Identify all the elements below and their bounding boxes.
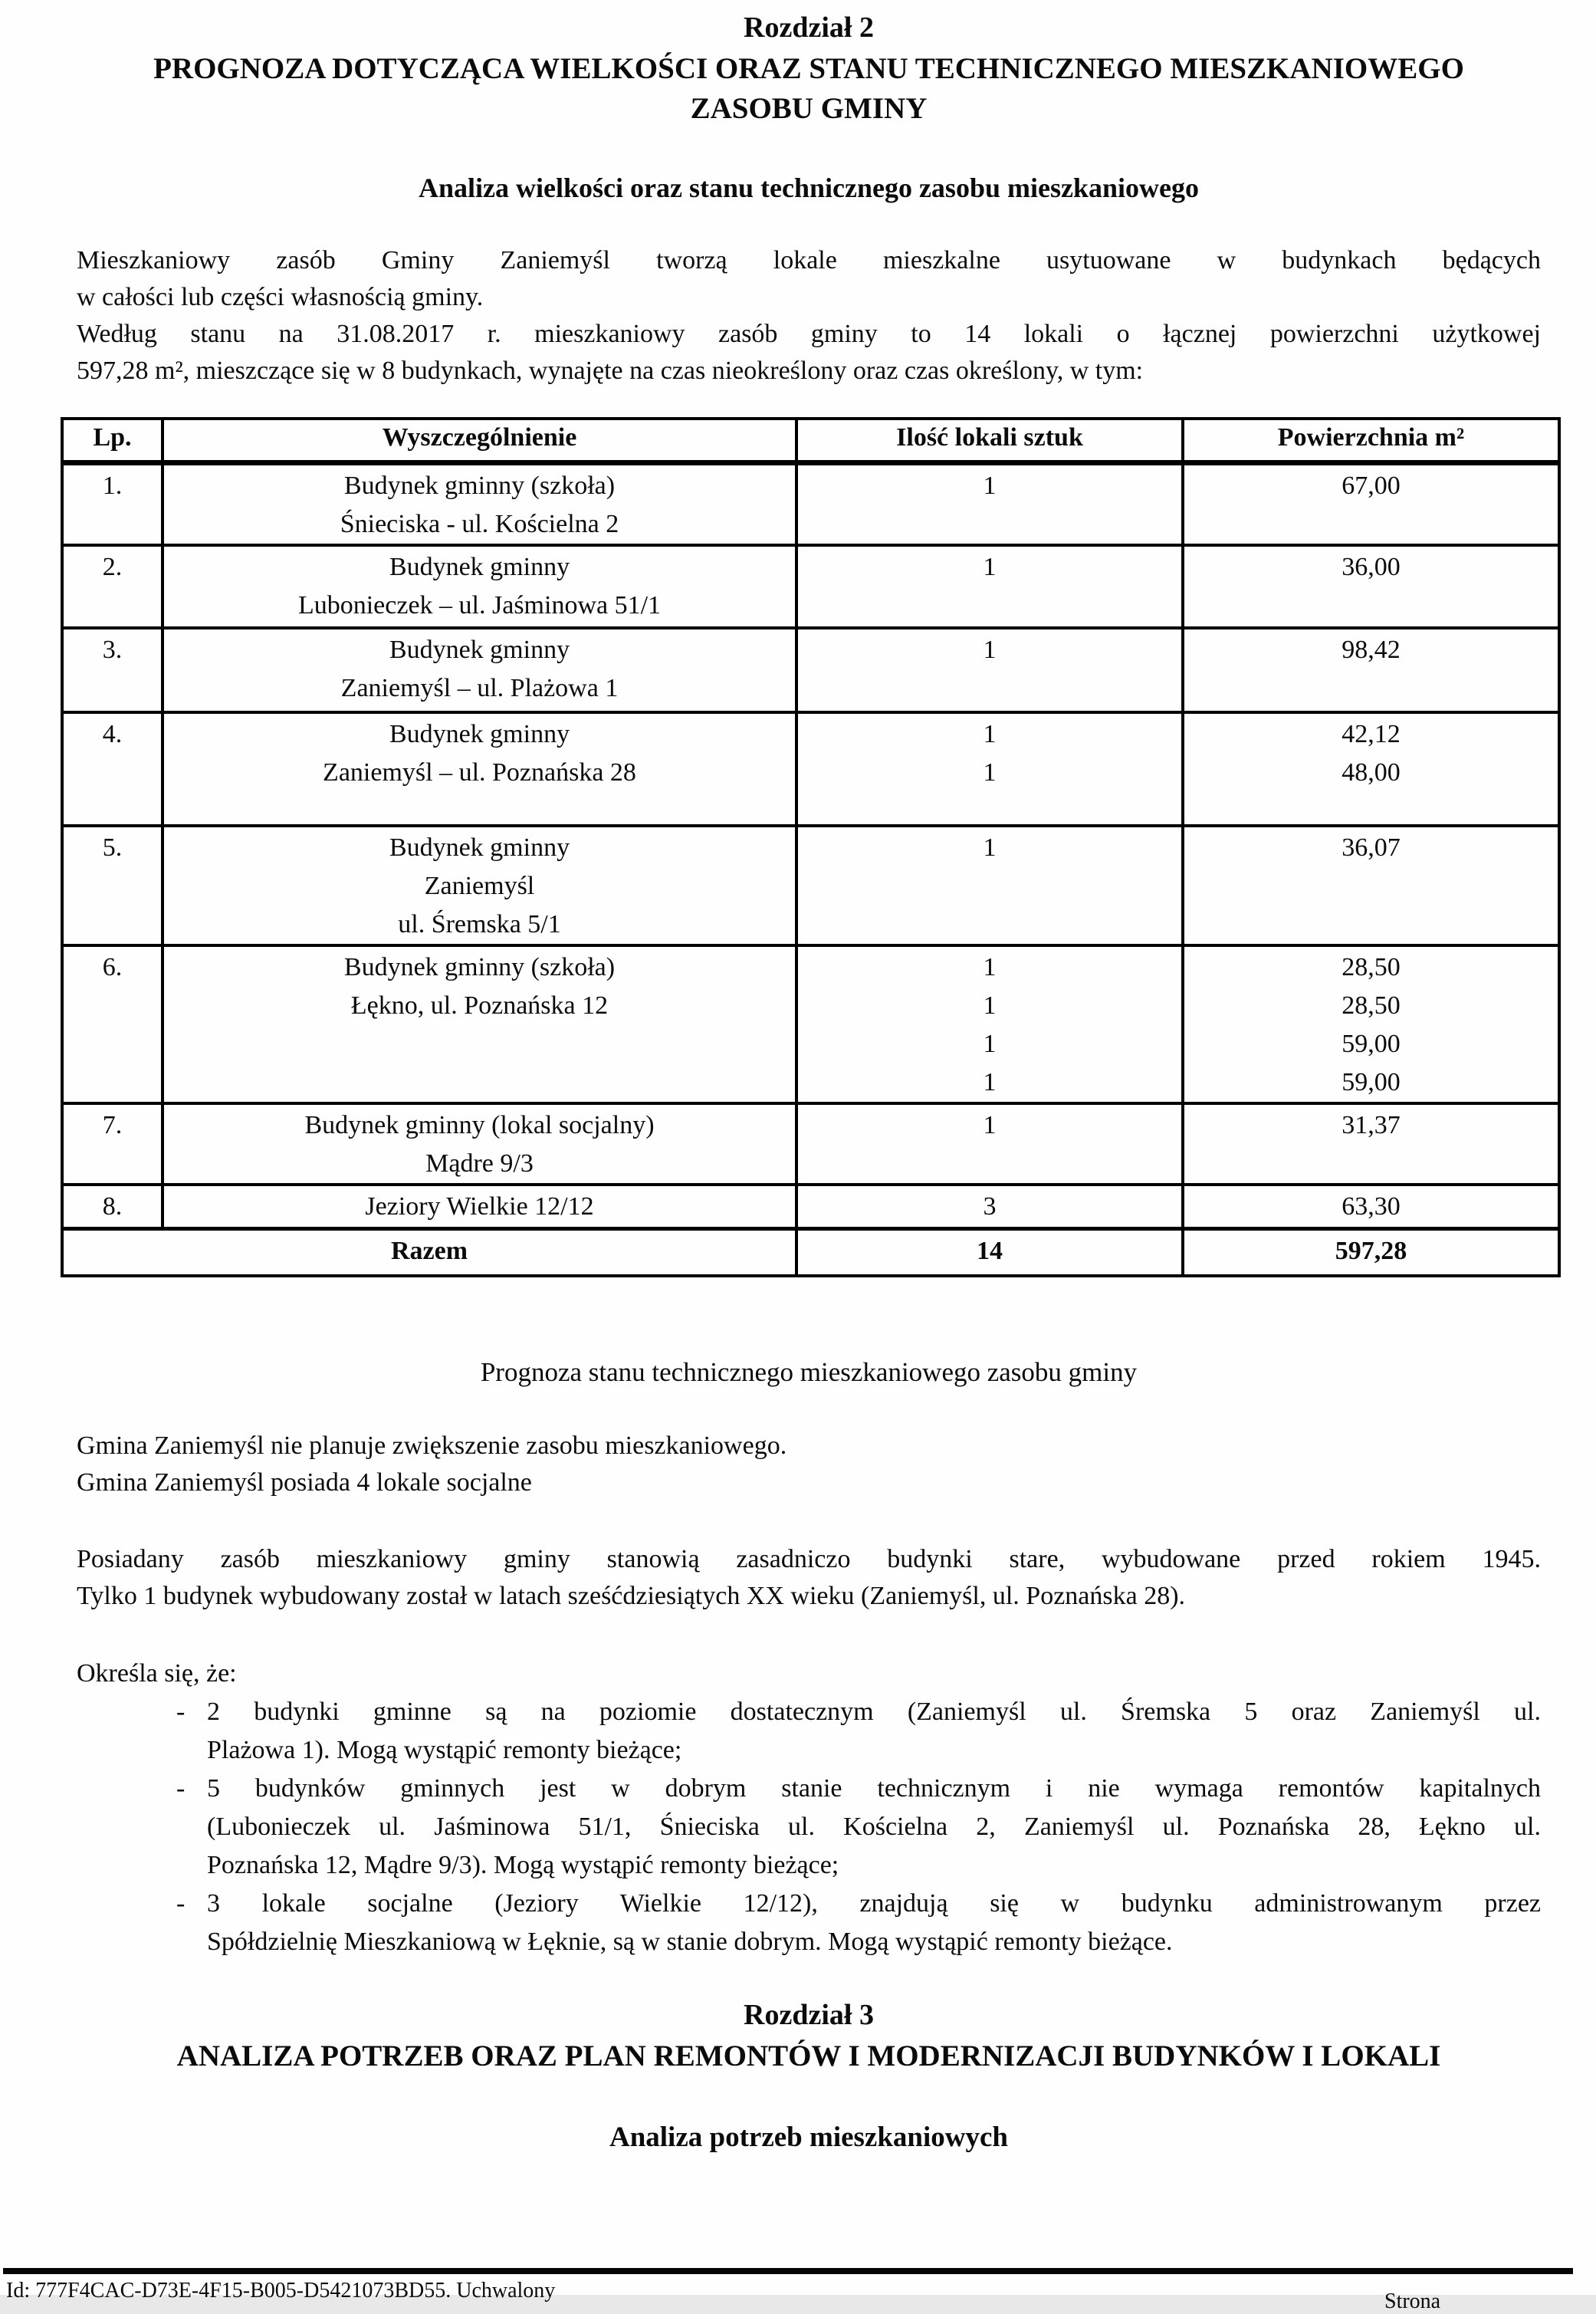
bullet-item-1 bbox=[77, 1693, 1541, 1770]
cell-line: 1 bbox=[983, 1111, 997, 1139]
cell-count bbox=[796, 945, 1183, 1103]
cell-area bbox=[1183, 826, 1559, 945]
table-row bbox=[62, 945, 1559, 1103]
cell-line: 42,12 bbox=[1341, 720, 1401, 748]
cell-line: 1 bbox=[983, 991, 997, 1020]
chapter2-title bbox=[77, 49, 1541, 129]
table-header bbox=[62, 419, 1559, 463]
cell-area bbox=[1183, 628, 1559, 712]
cell-name bbox=[163, 712, 796, 826]
footer-divider bbox=[3, 2268, 1573, 2274]
cell-line: 1 bbox=[983, 553, 997, 581]
paragraph-3-line2: Tylko 1 budynek wybudowany został w latach sześćdziesiątych XX wieku (Zaniemyśl, ul. Poznańska 28). bbox=[77, 1581, 1186, 1610]
housing-stock-table bbox=[61, 417, 1561, 1277]
chapter2-title-line2: ZASOBU GMINY bbox=[690, 92, 928, 125]
footer-page-number: Strona bbox=[1384, 2289, 1441, 2313]
total-count: 14 bbox=[796, 1228, 1183, 1276]
cell-area bbox=[1183, 545, 1559, 628]
chapter3-label: Rozdział 3 bbox=[744, 1998, 874, 2031]
bullet-3-line1: 3 lokale socjalne (Jeziory Wielkie 12/12), znajdują się w budynku administrowanym przez bbox=[207, 1888, 1541, 1918]
cell-line: 63,30 bbox=[1341, 1192, 1401, 1221]
header-lp: Lp. bbox=[62, 419, 163, 463]
cell-line: 1 bbox=[983, 1068, 997, 1096]
cell-lp bbox=[62, 1103, 163, 1185]
cell-line: Budynek gminny (szkoła) bbox=[343, 472, 616, 500]
bullet-1-line1: 2 budynki gminne są na poziomie dostatecznym (Zaniemyśl ul. Śremska 5 oraz Zaniemyśl ul. bbox=[207, 1697, 1541, 1726]
gmina-statement-2: Gmina Zaniemyśl posiada 4 lokale socjalne bbox=[77, 1468, 532, 1497]
paragraph-2-line1: Według stanu na 31.08.2017 r. mieszkaniowy zasób gminy to 14 lokali o łącznej powierzchni użytkowej bbox=[77, 320, 1541, 348]
table-header-row bbox=[62, 419, 1559, 463]
paragraph-1 bbox=[77, 242, 1541, 316]
cell-line: 4. bbox=[102, 720, 123, 748]
table-total-row bbox=[62, 1228, 1559, 1276]
cell-lp bbox=[62, 826, 163, 945]
cell-line: Śnieciska - ul. Kościelna 2 bbox=[340, 510, 619, 538]
paragraph-1-line2: w całości lub części własnością gminy. bbox=[77, 283, 484, 311]
gmina-statements bbox=[77, 1428, 1541, 1501]
cell-line: Zaniemyśl bbox=[424, 872, 535, 900]
table-row bbox=[62, 826, 1559, 945]
cell-line: 7. bbox=[102, 1111, 123, 1139]
cell-lp bbox=[62, 545, 163, 628]
cell-line: 67,00 bbox=[1341, 472, 1401, 500]
paragraph-3-line1: Posiadany zasób mieszkaniowy gminy stanowią zasadniczo budynki stare, wybudowane przed rokiem 1945. bbox=[77, 1544, 1541, 1573]
gmina-statement-1: Gmina Zaniemyśl nie planuje zwiększenie zasobu mieszkaniowego. bbox=[77, 1431, 787, 1460]
bullet-dash: - bbox=[176, 1773, 186, 1803]
cell-line: ul. Śremska 5/1 bbox=[398, 910, 561, 938]
okresla-sie-label: Określa się, że: bbox=[77, 1658, 237, 1688]
cell-line: Budynek gminny bbox=[389, 553, 570, 581]
cell-line: 36,07 bbox=[1341, 833, 1401, 862]
bullet-2-line3: Poznańska 12, Mądre 9/3). Mogą wystąpić remonty bieżące; bbox=[207, 1850, 839, 1879]
table-row bbox=[62, 628, 1559, 712]
cell-area bbox=[1183, 463, 1559, 546]
cell-name bbox=[163, 945, 796, 1103]
cell-name bbox=[163, 628, 796, 712]
cell-line: 48,00 bbox=[1341, 758, 1401, 787]
cell-line: Mądre 9/3 bbox=[425, 1149, 534, 1178]
footer-document-id: Id: 777F4CAC-D73E-4F15-B005-D5421073BD55. Uchwalony bbox=[6, 2279, 556, 2302]
bullet-dash: - bbox=[176, 1888, 186, 1918]
cell-count bbox=[796, 545, 1183, 628]
bullet-item-2 bbox=[77, 1770, 1541, 1885]
cell-line: 1 bbox=[983, 1030, 997, 1058]
bullet-dash: - bbox=[176, 1697, 186, 1726]
table-footer bbox=[62, 1228, 1559, 1276]
header-ilosc-lokali: Ilość lokali sztuk bbox=[796, 419, 1183, 463]
cell-lp bbox=[62, 463, 163, 546]
cell-area bbox=[1183, 1185, 1559, 1228]
cell-line: 98,42 bbox=[1341, 636, 1401, 664]
cell-name bbox=[163, 545, 796, 628]
cell-line: Zaniemyśl – ul. Plażowa 1 bbox=[340, 674, 619, 702]
cell-area bbox=[1183, 1103, 1559, 1185]
cell-line: 3. bbox=[102, 636, 123, 664]
cell-line: 1 bbox=[983, 636, 997, 664]
cell-line: 59,00 bbox=[1341, 1030, 1401, 1058]
cell-area bbox=[1183, 945, 1559, 1103]
cell-line: 5. bbox=[102, 833, 123, 862]
cell-line: Budynek gminny bbox=[389, 636, 570, 664]
paragraph-2-line2: 597,28 m², mieszczące się w 8 budynkach, wynajęte na czas nieokreślony oraz czas określony, w tym: bbox=[77, 357, 1144, 385]
cell-lp bbox=[62, 1185, 163, 1228]
bullet-item-3 bbox=[77, 1885, 1541, 1961]
chapter3-title: ANALIZA POTRZEB ORAZ PLAN REMONTÓW I MODERNIZACJI BUDYNKÓW I LOKALI bbox=[176, 2039, 1441, 2072]
bullet-3-line2: Spółdzielnię Mieszkaniową w Łęknie, są w stanie dobrym. Mogą wystąpić remonty bieżące. bbox=[207, 1927, 1173, 1956]
table-row bbox=[62, 545, 1559, 628]
cell-line: 1 bbox=[983, 833, 997, 862]
cell-line: Jeziory Wielkie 12/12 bbox=[365, 1192, 594, 1221]
chapter2-title-line1: PROGNOZA DOTYCZĄCA WIELKOŚCI ORAZ STANU TECHNICZNEGO MIESZKANIOWEGO bbox=[153, 52, 1464, 85]
cell-lp bbox=[62, 712, 163, 826]
total-area: 597,28 bbox=[1183, 1228, 1559, 1276]
cell-count bbox=[796, 1103, 1183, 1185]
cell-count bbox=[796, 463, 1183, 546]
paragraph-2 bbox=[77, 316, 1541, 390]
section2-title: Prognoza stanu technicznego mieszkaniowego zasobu gminy bbox=[480, 1356, 1138, 1387]
cell-line: 31,37 bbox=[1341, 1111, 1401, 1139]
cell-line: Budynek gminny bbox=[389, 833, 570, 862]
cell-line: 28,50 bbox=[1341, 991, 1401, 1020]
cell-count bbox=[796, 712, 1183, 826]
section3-title: Analiza potrzeb mieszkaniowych bbox=[609, 2121, 1009, 2153]
cell-lp bbox=[62, 628, 163, 712]
bullet-1-line2: Plażowa 1). Mogą wystąpić remonty bieżące; bbox=[207, 1735, 682, 1764]
paragraph-1-line1: Mieszkaniowy zasób Gminy Zaniemyśl tworzą lokale mieszkalne usytuowane w budynkach będących bbox=[77, 246, 1541, 274]
cell-name bbox=[163, 1185, 796, 1228]
cell-name bbox=[163, 1103, 796, 1185]
cell-line: Zaniemyśl – ul. Poznańska 28 bbox=[323, 758, 636, 787]
bullet-2-line2: (Lubonieczek ul. Jaśminowa 51/1, Śnieciska ul. Kościelna 2, Zaniemyśl ul. Poznańska 28, Łękno ul. bbox=[207, 1812, 1541, 1841]
cell-area bbox=[1183, 712, 1559, 826]
total-label: Razem bbox=[62, 1228, 796, 1276]
bullet-list bbox=[77, 1693, 1541, 1961]
cell-lp bbox=[62, 945, 163, 1103]
cell-line: 1. bbox=[102, 472, 123, 500]
cell-line: Łękno, ul. Poznańska 12 bbox=[350, 991, 609, 1020]
cell-line: Lubonieczek – ul. Jaśminowa 51/1 bbox=[297, 591, 662, 620]
cell-line: 1 bbox=[983, 472, 997, 500]
section1-title: Analiza wielkości oraz stanu technicznego zasobu mieszkaniowego bbox=[419, 173, 1199, 203]
table-row bbox=[62, 1185, 1559, 1228]
table-row bbox=[62, 463, 1559, 546]
cell-line: 28,50 bbox=[1341, 953, 1401, 981]
cell-line: 3 bbox=[983, 1192, 997, 1221]
cell-line: 1 bbox=[983, 720, 997, 748]
cell-count bbox=[796, 826, 1183, 945]
table-row bbox=[62, 712, 1559, 826]
paragraph-3 bbox=[77, 1541, 1541, 1615]
cell-line: 6. bbox=[102, 953, 123, 981]
header-wyszczegolnienie: Wyszczególnienie bbox=[163, 419, 796, 463]
table-row bbox=[62, 1103, 1559, 1185]
table-body bbox=[62, 463, 1559, 1229]
cell-count bbox=[796, 628, 1183, 712]
bullet-2-line1: 5 budynków gminnych jest w dobrym stanie technicznym i nie wymaga remontów kapitalnych bbox=[207, 1773, 1541, 1803]
cell-line: Budynek gminny (lokal socjalny) bbox=[304, 1111, 655, 1139]
cell-line: 36,00 bbox=[1341, 553, 1401, 581]
cell-line: Budynek gminny (szkoła) bbox=[343, 953, 616, 981]
header-powierzchnia: Powierzchnia m² bbox=[1183, 419, 1559, 463]
cell-line: 2. bbox=[102, 553, 123, 581]
cell-name bbox=[163, 826, 796, 945]
cell-name bbox=[163, 463, 796, 546]
cell-line: 1 bbox=[983, 758, 997, 787]
cell-line: 8. bbox=[102, 1192, 123, 1221]
cell-line: 1 bbox=[983, 953, 997, 981]
chapter2-label: Rozdział 2 bbox=[744, 12, 874, 44]
cell-count bbox=[796, 1185, 1183, 1228]
cell-line: 59,00 bbox=[1341, 1068, 1401, 1096]
cell-line: Budynek gminny bbox=[389, 720, 570, 748]
